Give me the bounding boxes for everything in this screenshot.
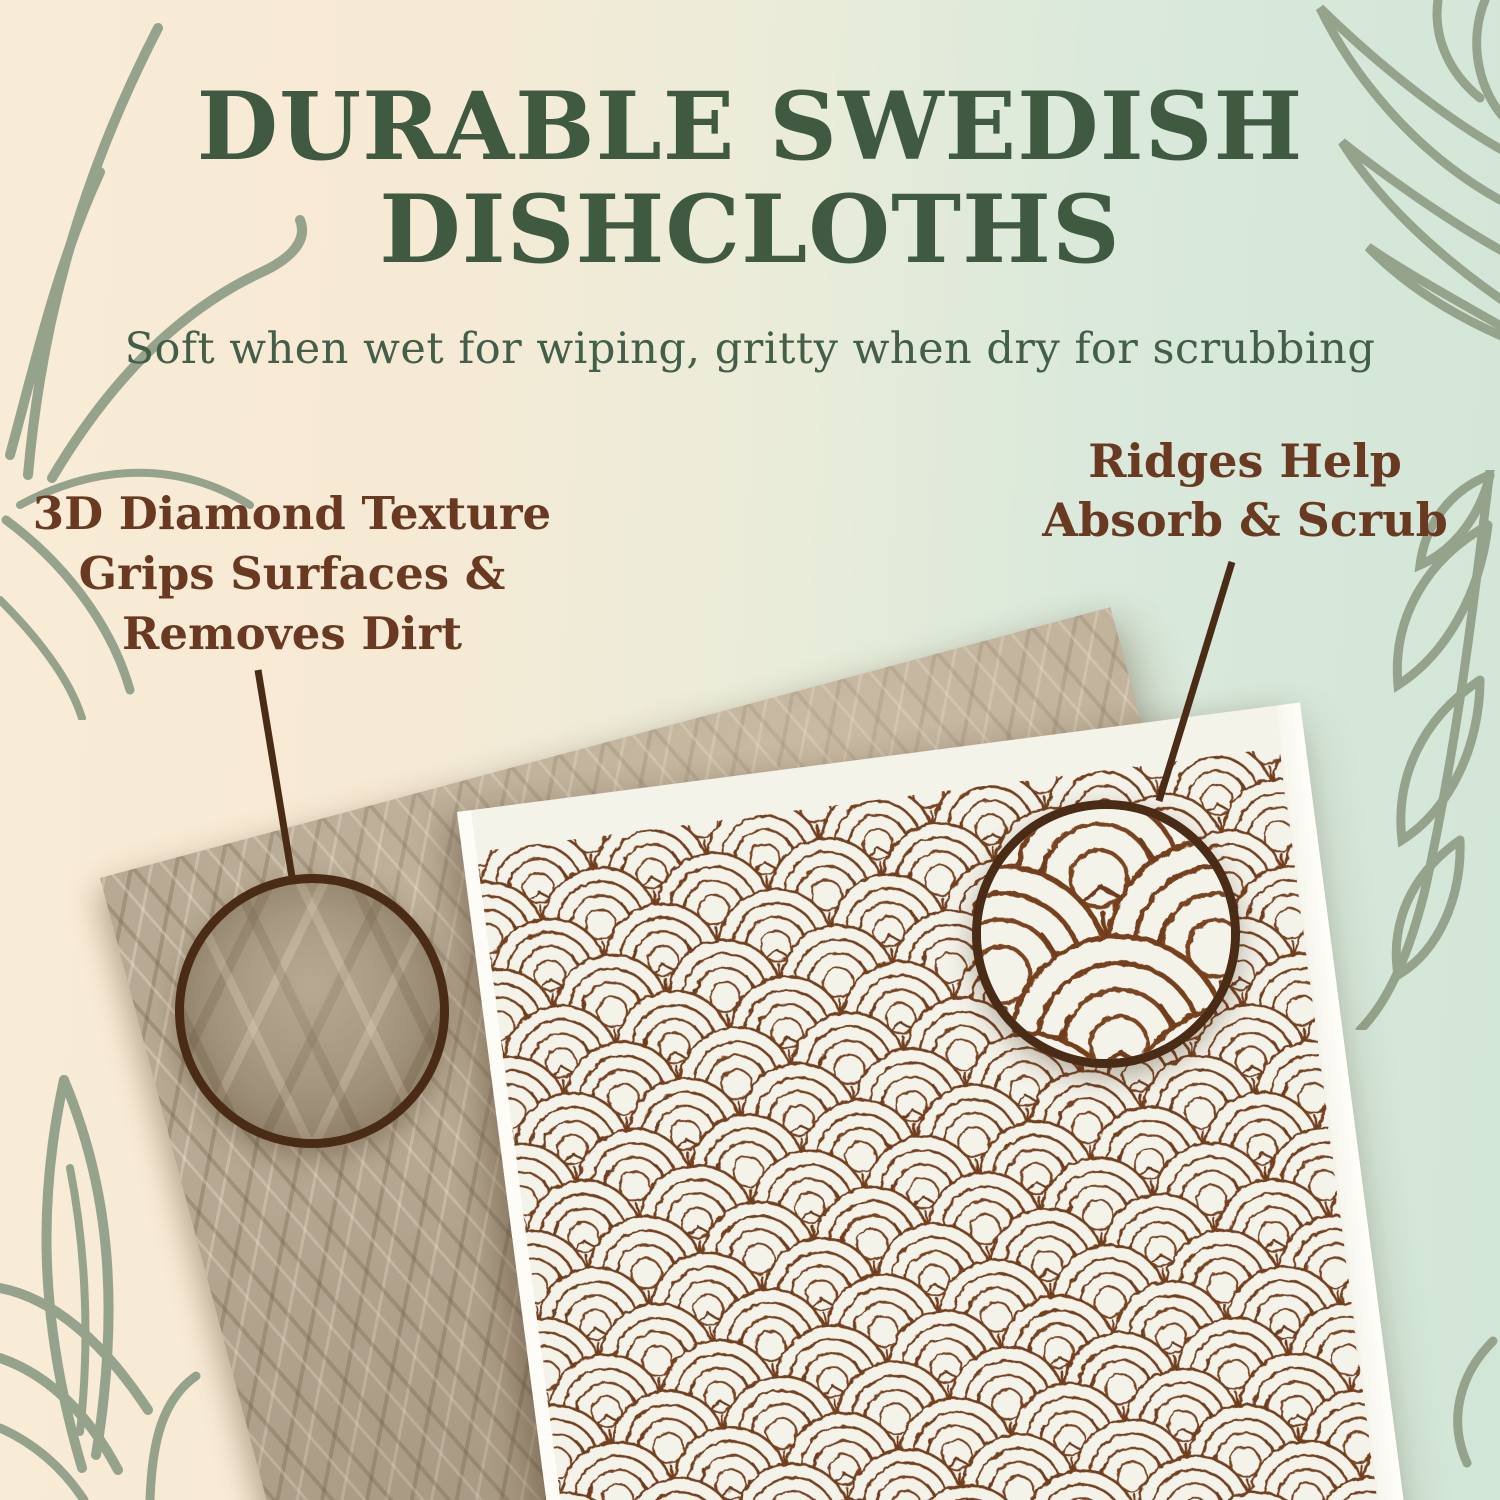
callout-left-line-1: 3D Diamond Texture — [32, 487, 552, 540]
callout-diamond-texture — [18, 484, 566, 664]
title-line-2: DISHCLOTHS — [379, 175, 1121, 286]
page-title — [60, 72, 1440, 286]
scallop-pattern — [476, 748, 1397, 1500]
leaf-mid-right-icon — [1340, 470, 1500, 1030]
magnifier-circle-left-icon — [175, 874, 449, 1148]
dishcloth-white-scallop — [457, 703, 1424, 1500]
leaf-bottom-right-icon — [1435, 1335, 1500, 1475]
callout-left-line-2: Grips Surfaces & — [78, 546, 506, 600]
page-subtitle: Soft when wet for wiping, gritty when dry for scrubbing — [124, 324, 1376, 374]
magnifier-circle-right-icon — [972, 800, 1240, 1068]
title-line-1: DURABLE SWEDISH — [196, 72, 1304, 182]
callout-ridges — [985, 432, 1500, 550]
callout-right-line-2: Absorb & Scrub — [1042, 492, 1448, 547]
callout-right-line-1: Ridges Help — [1088, 434, 1402, 488]
scallop-pattern-magnified — [981, 809, 1231, 1059]
callout-left-line-3: Removes Dirt — [121, 606, 463, 660]
